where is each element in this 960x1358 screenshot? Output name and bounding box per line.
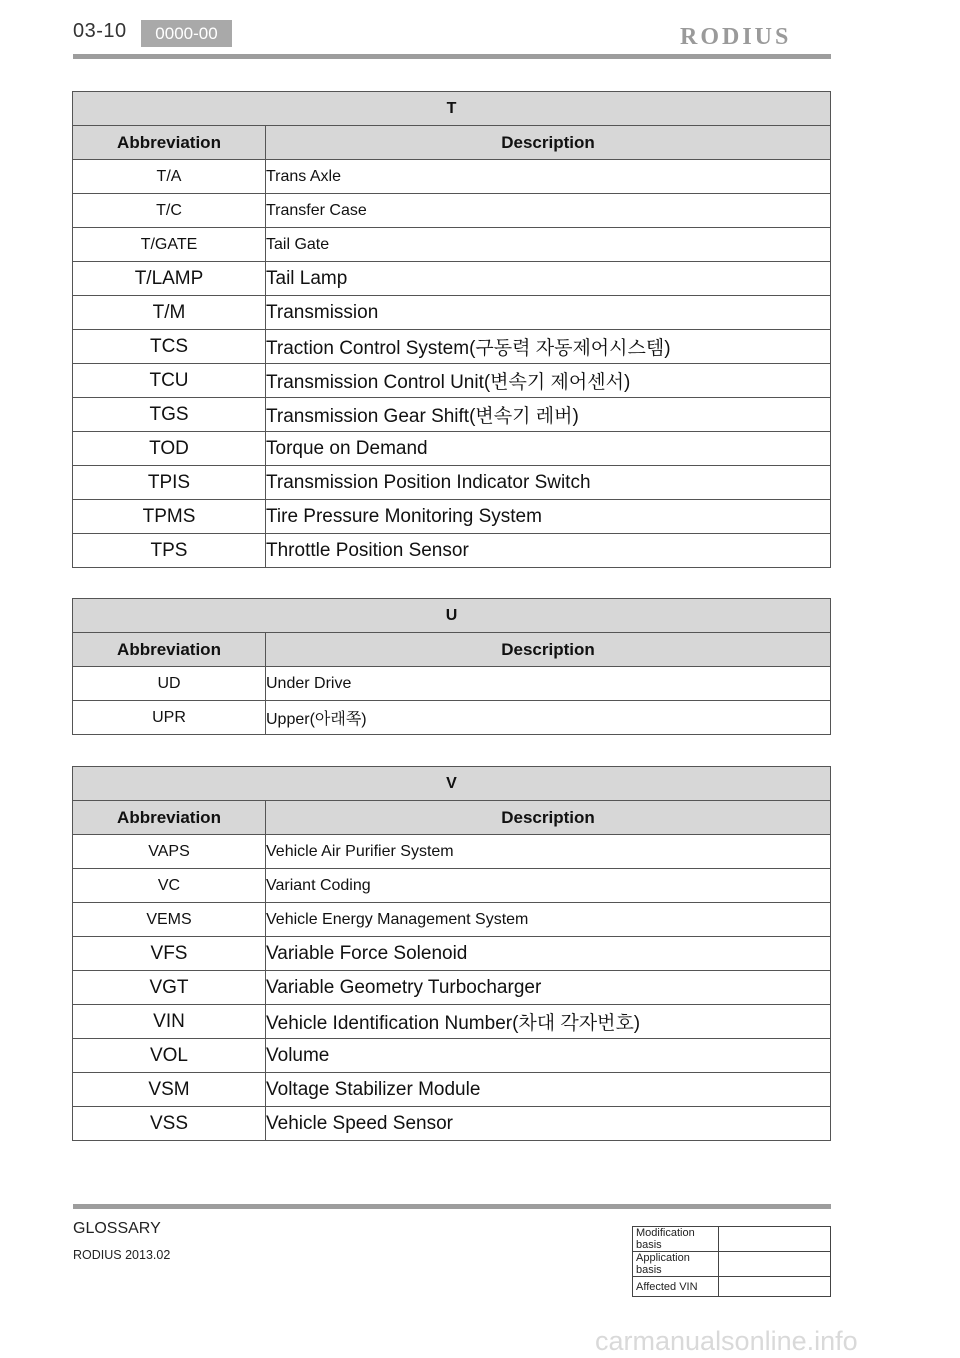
glossary-table-u	[72, 598, 831, 735]
table-row	[73, 971, 831, 1005]
abbreviation-cell: T/LAMP	[73, 262, 266, 296]
modification-row	[633, 1227, 831, 1252]
description-cell: Transmission Gear Shift(변속기 레버)	[266, 398, 831, 432]
abbreviation-cell: T/C	[73, 194, 266, 228]
table-row	[73, 398, 831, 432]
footer-rule	[73, 1204, 831, 1209]
table-row	[73, 466, 831, 500]
letter-header-row	[73, 767, 831, 801]
abbreviation-cell: TCU	[73, 364, 266, 398]
abbreviation-cell: VOL	[73, 1039, 266, 1073]
table-row	[73, 364, 831, 398]
table-row	[73, 262, 831, 296]
description-cell: Vehicle Energy Management System	[266, 903, 831, 937]
abbreviation-cell: VAPS	[73, 835, 266, 869]
description-cell: Variant Coding	[266, 869, 831, 903]
modification-row	[633, 1252, 831, 1277]
description-cell: Traction Control System(구동력 자동제어시스템)	[266, 330, 831, 364]
modification-basis-value	[719, 1227, 831, 1252]
abbreviation-cell: TPMS	[73, 500, 266, 534]
abbreviation-column-header: Abbreviation	[73, 633, 266, 667]
description-cell: Upper(아래쪽)	[266, 701, 831, 735]
abbreviation-cell: VSS	[73, 1107, 266, 1141]
abbreviation-cell: VIN	[73, 1005, 266, 1039]
abbreviation-cell: T/A	[73, 160, 266, 194]
glossary-table-v	[72, 766, 831, 1141]
table-row	[73, 500, 831, 534]
table-row	[73, 937, 831, 971]
letter-header-row	[73, 599, 831, 633]
table-row	[73, 1073, 831, 1107]
table-row	[73, 903, 831, 937]
description-column-header: Description	[266, 633, 831, 667]
letter-header-row	[73, 92, 831, 126]
glossary-table-t	[72, 91, 831, 568]
description-cell: Transmission Control Unit(변속기 제어센서)	[266, 364, 831, 398]
abbreviation-cell: UD	[73, 667, 266, 701]
abbreviation-cell: UPR	[73, 701, 266, 735]
description-cell: Under Drive	[266, 667, 831, 701]
abbreviation-cell: VEMS	[73, 903, 266, 937]
abbreviation-cell: VC	[73, 869, 266, 903]
brand-logo: RODIUS	[680, 24, 792, 50]
table-row	[73, 194, 831, 228]
description-cell: Trans Axle	[266, 160, 831, 194]
description-cell: Vehicle Speed Sensor	[266, 1107, 831, 1141]
affected-vin-label: Affected VIN	[633, 1277, 719, 1297]
footer-section-title: GLOSSARY	[73, 1220, 161, 1237]
table-row	[73, 1005, 831, 1039]
abbreviation-cell: VGT	[73, 971, 266, 1005]
letter-heading: U	[73, 599, 831, 633]
table-row	[73, 667, 831, 701]
abbreviation-cell: T/GATE	[73, 228, 266, 262]
table-row	[73, 835, 831, 869]
footer-model-date: RODIUS 2013.02	[73, 1248, 171, 1262]
description-column-header: Description	[266, 801, 831, 835]
description-cell: Vehicle Identification Number(차대 각자번호)	[266, 1005, 831, 1039]
letter-heading: T	[73, 92, 831, 126]
modification-row	[633, 1277, 831, 1297]
description-cell: Throttle Position Sensor	[266, 534, 831, 568]
abbreviation-cell: TGS	[73, 398, 266, 432]
header-rule	[73, 54, 831, 59]
letter-heading: V	[73, 767, 831, 801]
description-cell: Torque on Demand	[266, 432, 831, 466]
application-basis-label: Application basis	[633, 1252, 719, 1277]
abbreviation-cell: VFS	[73, 937, 266, 971]
table-row	[73, 701, 831, 735]
page-number: 03-10	[73, 20, 127, 42]
abbreviation-column-header: Abbreviation	[73, 801, 266, 835]
abbreviation-cell: TOD	[73, 432, 266, 466]
abbreviation-cell: VSM	[73, 1073, 266, 1107]
section-code-badge: 0000-00	[141, 20, 232, 47]
abbreviation-cell: TCS	[73, 330, 266, 364]
description-cell: Variable Force Solenoid	[266, 937, 831, 971]
table-row	[73, 534, 831, 568]
table-row	[73, 330, 831, 364]
column-header-row	[73, 126, 831, 160]
watermark-text: carmanualsonline.info	[595, 1326, 858, 1356]
description-cell: Transmission Position Indicator Switch	[266, 466, 831, 500]
description-cell: Transfer Case	[266, 194, 831, 228]
description-cell: Tail Lamp	[266, 262, 831, 296]
column-header-row	[73, 633, 831, 667]
abbreviation-cell: TPS	[73, 534, 266, 568]
table-row	[73, 869, 831, 903]
column-header-row	[73, 801, 831, 835]
table-row	[73, 1107, 831, 1141]
description-cell: Variable Geometry Turbocharger	[266, 971, 831, 1005]
modification-table	[632, 1226, 831, 1297]
description-cell: Tail Gate	[266, 228, 831, 262]
description-cell: Vehicle Air Purifier System	[266, 835, 831, 869]
table-row	[73, 296, 831, 330]
abbreviation-cell: TPIS	[73, 466, 266, 500]
abbreviation-cell: T/M	[73, 296, 266, 330]
description-column-header: Description	[266, 126, 831, 160]
table-row	[73, 160, 831, 194]
application-basis-value	[719, 1252, 831, 1277]
abbreviation-column-header: Abbreviation	[73, 126, 266, 160]
affected-vin-value	[719, 1277, 831, 1297]
modification-basis-label: Modification basis	[633, 1227, 719, 1252]
description-cell: Volume	[266, 1039, 831, 1073]
table-row	[73, 432, 831, 466]
table-row	[73, 228, 831, 262]
description-cell: Tire Pressure Monitoring System	[266, 500, 831, 534]
description-cell: Transmission	[266, 296, 831, 330]
table-row	[73, 1039, 831, 1073]
description-cell: Voltage Stabilizer Module	[266, 1073, 831, 1107]
